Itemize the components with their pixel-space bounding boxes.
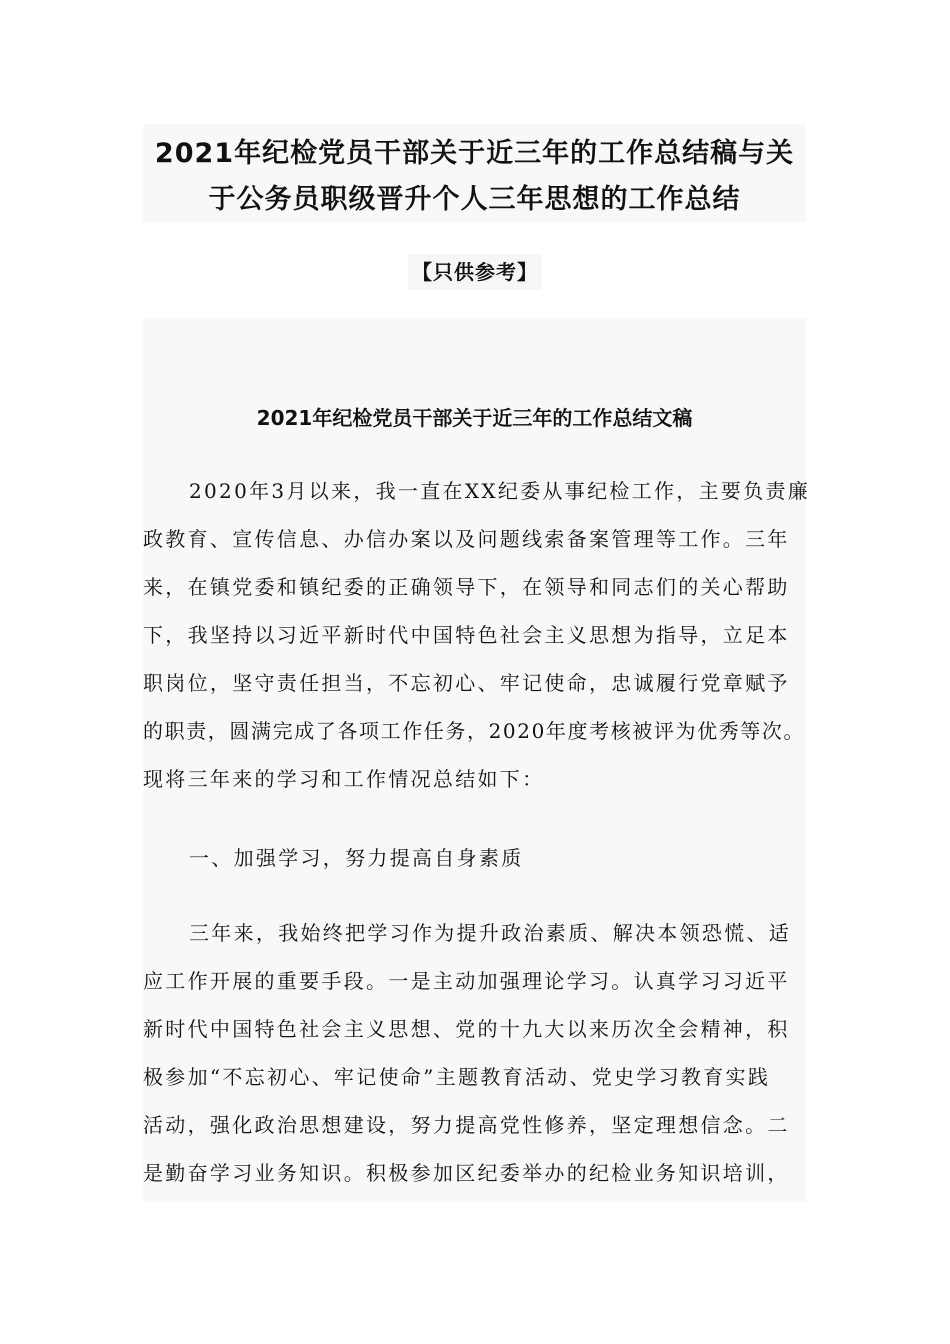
paragraph-2-line-4: 极参加“不忘初心、牢记使命”主题教育活动、党史学习教育实践 [143,1065,771,1089]
paragraph-2-line-1: 三年来，我始终把学习作为提升政治素质、解决本领恐慌、适 [189,921,792,945]
paragraph-2-line-3: 新时代中国特色社会主义思想、党的十九大以来历次全会精神，积 [143,1017,790,1041]
paragraph-2-line-6: 是勤奋学习业务知识。积极参加区纪委举办的纪检业务知识培训， [143,1161,790,1185]
document-body [143,318,811,1202]
document-title-line-1: 2021年纪检党员干部关于近三年的工作总结稿与关 [154,138,795,169]
document-title-line-2: 于公务员职级晋升个人三年思想的工作总结 [208,184,741,215]
paragraph-1-line-7: 现将三年来的学习和工作情况总结如下： [143,767,545,791]
paragraph-1-line-1: 2020年3月以来，我一直在XX纪委从事纪检工作，主要负责廉 [189,479,811,503]
section-title: 2021年纪检党员干部关于近三年的工作总结文稿 [256,406,693,430]
paragraph-1-line-2: 政教育、宣传信息、办信办案以及问题线索备案管理等工作。三年 [143,527,790,551]
heading-strengthen-learning: 一、加强学习，努力提高自身素质 [189,846,524,870]
document-title-block [143,124,806,222]
paragraph-1-line-4: 下，我坚持以习近平新时代中国特色社会主义思想为指导，立足本 [143,623,790,647]
paragraph-2-line-2: 应工作开展的重要手段。一是主动加强理论学习。认真学习习近平 [143,969,790,993]
reference-only-tag: 【只供参考】 [408,254,542,290]
paragraph-2-line-5: 活动，强化政治思想建设，努力提高党性修养，坚定理想信念。二 [143,1113,790,1137]
paragraph-1-line-6: 的职责，圆满完成了各项工作任务，2020年度考核被评为优秀等次。 [143,719,806,743]
paragraph-1-line-5: 职岗位，坚守责任担当，不忘初心、牢记使命，忠诚履行党章赋予 [143,671,790,695]
paragraph-1-line-3: 来，在镇党委和镇纪委的正确领导下，在领导和同志们的关心帮助 [143,575,790,599]
